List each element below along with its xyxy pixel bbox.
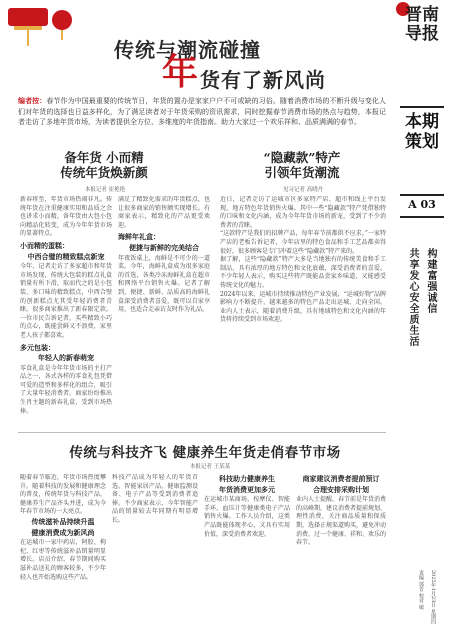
- left-section-sub2: 年轻人的新春萌宠: [38, 353, 94, 363]
- center-para1: 满足了精致化需求的年货糕点，也让很多商家的销售额实现增长。有商家表示，精致化的产品更受欢迎。: [118, 196, 210, 229]
- right-article-title: [222, 150, 382, 180]
- bottom-byline: 本报记者 王某某: [189, 464, 231, 470]
- left-byline: 本报记者 崔艳艳: [84, 187, 126, 193]
- bottom-col3-sub: 年货消费更加多元: [219, 484, 275, 494]
- bottom-col1-head: 传统滋补品持续升温: [31, 516, 95, 526]
- left-section-head2: 多元包装：: [20, 342, 55, 352]
- right-article-col: [220, 196, 386, 428]
- headline-line2: 货有了新风尚: [200, 68, 326, 92]
- center-section-head1: 海鲜年礼盒：: [118, 232, 160, 242]
- editor-credit: 责编 郭晋 校对 敏: [418, 570, 424, 610]
- main-headline: [100, 34, 390, 96]
- bottom-col4: [296, 474, 386, 634]
- bottom-col4-para: 业内人士提醒，春节前是年货消费的高峰期，建议消费者提前规划、理性消费，关注商品质量和保质期，选择正规渠道购买，避免冲动消费，过一个健康、祥和、欢乐的春节。: [296, 496, 386, 547]
- editor-note: [18, 96, 386, 140]
- bottom-col3: [204, 474, 290, 634]
- editor-note-text: 春节作为中国最重要的传统节日，年货的置办是家家户户不可或缺的习俗。随着消费市场的不断升级与变化人们对年货的选择也日益多样化，为了满足读者对于年货采购的资讯需求，同时挖掘春节消费市场的热点与趋势，本报记者走访了多地年货市场，为读者提供全方位、多维度的年货指南。助力大家过一个欢乐祥和、品质满满的春节。: [18, 97, 387, 126]
- bottom-col1-para2: 在运城市一家中药店，阿胶、枸杞、红枣等传统滋补品销量明显增长。店员介绍，春节期间购买滋补品送礼的顾客较多，不少年轻人也开始选购这些产品。: [20, 539, 106, 581]
- right-para2: “这款特产是我们的招牌产品，每年春节前都供不应求。”一家特产店的老板告诉记者，今年店里的特色食品和手工艺品都卖得很好，很多顾客是专门冲着这些“隐藏款”特产来的。: [220, 230, 386, 255]
- panel-rule-mid: [400, 194, 444, 196]
- panel-rule-top: [400, 106, 444, 108]
- left-para3: 零食礼盒是今年年货市场的主打产品之一，各式各样的零食礼包凭借可爱的造型和多样化的组合，吸引了大量年轻消费者。商家纷纷推出生肖主题的新春礼盒，受到市场热捧。: [20, 364, 112, 415]
- center-article-col: [118, 196, 210, 428]
- right-para4: 2024年以来，运城市持续推动特色产业发展，“运城好物”品牌影响力不断提升，越来越多的特色产品走出运城、走向全国。业内人士表示，随着消费升级，具有地域特色和文化内涵的年货将持续受到市场欢迎。: [220, 290, 386, 324]
- left-article-title: [24, 150, 184, 180]
- left-para2: 今年，记者走访了多家超市和年货市场发现，传统大包装的糕点礼盒销量有所下滑，取而代之的是小包装、多口味的精致糕点，中西合璧的创新糕点尤其受年轻消费者青睐。很多商家推出了新春限定款。一位市民告诉记者，买些精致小巧的点心，既能尝鲜又不浪费，家里老人孩子都喜欢。: [20, 263, 112, 339]
- bottom-col2-para: 科技产品成为年轻人的年货首选。智能家居产品、健康监测设备、电子产品等受到消费者追捧。不少商家表示，今年智能产品的销量较去年同期有明显增长。: [112, 474, 198, 524]
- left-article-col1: [20, 196, 112, 428]
- left-section-head1: 小而精的蛋糕：: [20, 240, 69, 250]
- bottom-col4-head: 商家建议消费者提前预订: [302, 474, 380, 483]
- center-section-sub1: 便捷与新鲜的完美结合: [129, 242, 199, 252]
- left-title-line2: 传统年货焕新颜: [60, 165, 148, 180]
- bottom-col2: [112, 474, 198, 634]
- headline-nian: 年: [162, 51, 199, 93]
- right-title-line2: 引领年货潮流: [264, 165, 340, 180]
- right-title-line1: “隐藏款”特产: [263, 150, 341, 165]
- bottom-col1-para: 随着春节临近，年货市场热度攀升。随着科技的发展和健康理念的普及，传统年货与科技产品、健康养生产品齐头并进，成为今年春节市场的一大亮点。: [20, 474, 106, 516]
- slogan-b: 共享发心安全质生活: [407, 248, 418, 347]
- page-number: A 03: [408, 198, 436, 211]
- slogan-a: 构建富强诚信: [425, 248, 436, 314]
- section-divider: [18, 432, 386, 433]
- bottom-headline: 传统与科技齐飞 健康养生年货走俏春节市场: [69, 445, 341, 461]
- bottom-col1: [20, 474, 106, 634]
- panel-rule-bottom: [400, 216, 444, 218]
- bottom-col1-sub: 健康消费成为新风尚: [31, 527, 95, 537]
- brand-name: 晋南导报: [405, 5, 439, 44]
- left-section-sub1: 中西合璧的精致糕点新宠: [27, 251, 105, 261]
- bottom-col4-sub: 合理安排采购计划: [313, 484, 369, 494]
- center-para2: 年夜饭桌上，海鲜是不可少的一道菜。今年，海鲜礼盒成为很多家庭的首选，各类冷冻海鲜礼盒在超市和网络平台销售火爆。记者了解到，便捷、新鲜、品质高的海鲜礼盒深受消费者喜爱，既可以自家享用，也适合走亲访友时作为礼品。: [118, 254, 210, 314]
- bottom-col3-para: 在运城市某商场，按摩仪、智能手环、血压计等健康类电子产品销售火爆。工作人员介绍，这类产品既能体现孝心，又具有实用价值，深受消费者欢迎。: [204, 496, 290, 538]
- editor-note-lead: 编者按：: [18, 96, 47, 105]
- masthead-panel: [394, 0, 450, 640]
- lantern-decoration-icon: [6, 6, 78, 52]
- issue-date: 2025年1月23日 星期四: [430, 570, 436, 624]
- right-byline: 见习记者 高晓丹: [282, 187, 324, 193]
- bottom-col3-head: 科技助力健康养生: [219, 474, 275, 483]
- column-name: 本期策划: [405, 112, 439, 152]
- headline-line1: 传统与潮流碰撞: [114, 38, 261, 62]
- right-para3: 据了解，这些“隐藏款”特产大多是当地独有的传统美食和手工制品，具有浓厚的地方特色和文化底蕴，深受消费者的喜爱。不少年轻人表示，购买这些特产既能品尝家乡味道，又能感受传统文化的魅力。: [220, 256, 386, 289]
- right-para1: 近日，记者走访了运城市区多家特产店、超市和线上平台发现，地方特色年货销售火爆。其中一些“隐藏款”特产凭借独特的口味和文化内涵，成为今年年货市场的新宠，受到了不少消费者的青睐。: [220, 196, 386, 229]
- left-para1: 新春将至，年货市场热闹非凡。传统年货在注重健康实用和品质之余也讲求小而精，备年货由大包小包向精品化转变，成为今年年货市场的显著特点。: [20, 196, 112, 238]
- left-title-line1: 备年货 小而精: [64, 150, 144, 165]
